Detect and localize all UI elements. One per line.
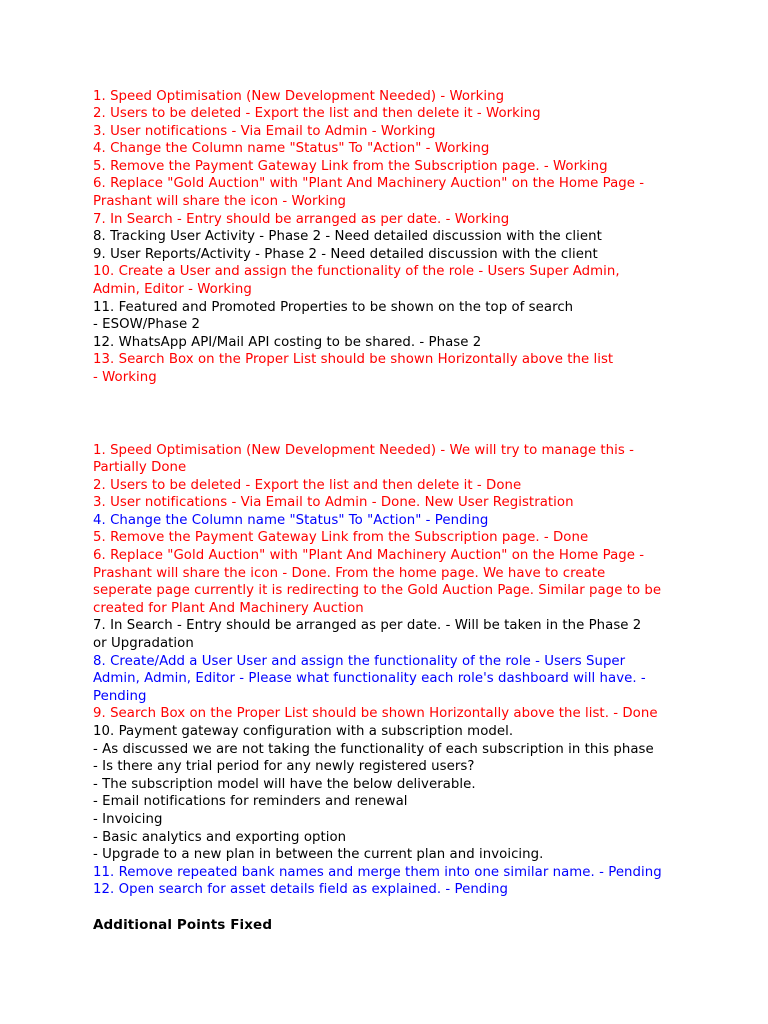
list-line: Prashant will share the icon - Done. From the home page. We have to create [93, 565, 606, 581]
list-line: Admin, Editor - Working [93, 282, 252, 298]
list-line: - The subscription model will have the below deliverable. [93, 776, 476, 792]
status-list-updated [93, 442, 693, 899]
list-line: Admin, Admin, Editor - Please what functionality each role's dashboard will have. - [93, 671, 646, 687]
list-line: 12. Open search for asset details field as explained. - Pending [93, 882, 509, 898]
list-line: - Is there any trial period for any newly registered users? [93, 759, 475, 775]
list-line: 4. Change the Column name "Status" To "Action" - Working [93, 141, 490, 157]
list-line: 12. WhatsApp API/Mail API costing to be shared. - Phase 2 [93, 334, 482, 350]
list-line: - Invoicing [93, 811, 163, 827]
list-line: - Upgrade to a new plan in between the current plan and invoicing. [93, 847, 544, 863]
list-line: 1. Speed Optimisation (New Development Needed) - We will try to manage this - [93, 442, 634, 458]
list-line: 7. In Search - Entry should be arranged as per date. - Will be taken in the Phase 2 [93, 618, 642, 634]
list-line: - Basic analytics and exporting option [93, 829, 347, 845]
list-line: - ESOW/Phase 2 [93, 317, 201, 333]
list-line: 5. Remove the Payment Gateway Link from the Subscription page. - Done [93, 530, 589, 546]
list-line: 6. Replace "Gold Auction" with "Plant And Machinery Auction" on the Home Page - [93, 548, 645, 564]
list-line: created for Plant And Machinery Auction [93, 600, 364, 616]
list-line: 5. Remove the Payment Gateway Link from the Subscription page. - Working [93, 158, 608, 174]
list-line: 11. Featured and Promoted Properties to be shown on the top of search [93, 299, 574, 315]
list-line: 7. In Search - Entry should be arranged as per date. - Working [93, 211, 510, 227]
list-line: 6. Replace "Gold Auction" with "Plant And Machinery Auction" on the Home Page - [93, 176, 645, 192]
list-line: 8. Tracking User Activity - Phase 2 - Need detailed discussion with the client [93, 229, 602, 245]
list-line: 1. Speed Optimisation (New Development Needed) - Working [93, 88, 505, 104]
list-line: Pending [93, 688, 147, 704]
status-list-working [93, 88, 693, 387]
list-line: 4. Change the Column name "Status" To "Action" - Pending [93, 512, 489, 528]
list-line: 3. User notifications - Via Email to Admin - Working [93, 123, 436, 139]
list-line: 9. User Reports/Activity - Phase 2 - Need detailed discussion with the client [93, 246, 598, 262]
list-line: 3. User notifications - Via Email to Admin - Done. New User Registration [93, 495, 574, 511]
list-line: Partially Done [93, 460, 187, 476]
list-line: 2. Users to be deleted - Export the list and then delete it - Done [93, 477, 522, 493]
list-line: or Upgradation [93, 636, 194, 652]
list-line: - Email notifications for reminders and renewal [93, 794, 408, 810]
list-line: 10. Create a User and assign the functionality of the role - Users Super Admin, [93, 264, 620, 280]
list-line: 9. Search Box on the Proper List should be shown Horizontally above the list. - Done [93, 706, 658, 722]
section-heading: Additional Points Fixed [93, 917, 273, 933]
list-line: Prashant will share the icon - Working [93, 194, 347, 210]
list-line: 10. Payment gateway configuration with a subscription model. [93, 724, 514, 739]
list-line: 11. Remove repeated bank names and merge them into one similar name. - Pending [93, 864, 662, 880]
list-line: seperate page currently it is redirecting to the Gold Auction Page. Similar page to be [93, 583, 662, 599]
list-line: 8. Create/Add a User User and assign the functionality of the role - Users Super [93, 653, 626, 669]
list-line: - As discussed we are not taking the functionality of each subscription in this phase [93, 741, 654, 757]
list-line: 13. Search Box on the Proper List should be shown Horizontally above the list [93, 352, 614, 368]
list-line: 2. Users to be deleted - Export the list and then delete it - Working [93, 106, 541, 122]
list-line: - Working [93, 370, 157, 385]
